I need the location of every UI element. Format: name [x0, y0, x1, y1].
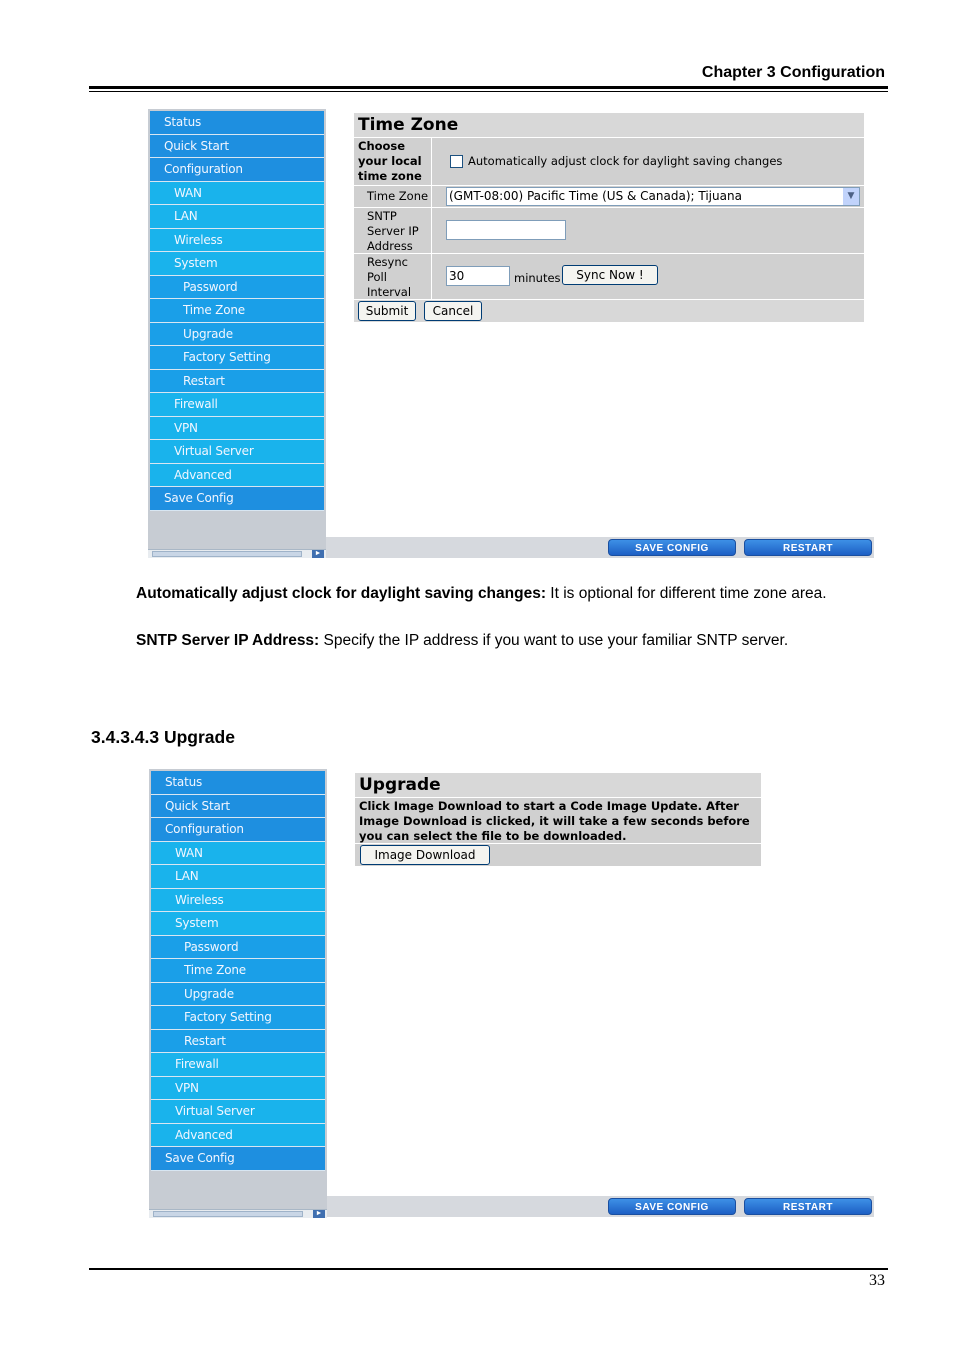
header-rule-thin [89, 91, 888, 92]
sntp-row [354, 207, 864, 253]
upgrade-instructions: Click Image Download to start a Code Image Update. After Image Download is clicked, it will take a few seconds before you can select the file to be downloaded. [359, 799, 750, 843]
resync-label: Resync Poll Interval [367, 255, 412, 299]
description-term: Automatically adjust clock for daylight saving changes: [136, 585, 546, 602]
sidebar-item-password[interactable]: Password [151, 936, 325, 960]
sidebar-item-status[interactable]: Status [151, 771, 325, 795]
sidebar [149, 769, 327, 1218]
choose-row [354, 137, 864, 185]
sidebar-item-virtual-server[interactable]: Virtual Server [150, 440, 324, 464]
sidebar-item-wan[interactable]: WAN [151, 842, 325, 866]
sidebar-item-configuration[interactable]: Configuration [150, 158, 324, 182]
page-title: Upgrade [359, 775, 441, 795]
description-term: SNTP Server IP Address: [136, 632, 320, 649]
sidebar-item-upgrade[interactable]: Upgrade [151, 983, 325, 1007]
submit-button[interactable]: Submit [358, 301, 416, 321]
sidebar-item-system[interactable]: System [151, 912, 325, 936]
timezone-select-value: (GMT-08:00) Pacific Time (US & Canada); Tijuana [449, 189, 742, 203]
page-number: 33 [869, 1272, 885, 1289]
upgrade-instructions-row [355, 797, 761, 843]
footer-rule [89, 1268, 888, 1270]
sidebar-item-lan[interactable]: LAN [151, 865, 325, 889]
description-text: Specify the IP address if you want to use your familiar SNTP server. [319, 632, 789, 649]
sidebar-item-quick-start[interactable]: Quick Start [151, 795, 325, 819]
sntp-label: SNTP Server IP Address [367, 209, 419, 253]
choose-label: Choose your local time zone [358, 139, 422, 183]
dst-checkbox-label: Automatically adjust clock for daylight saving changes [468, 154, 783, 168]
sidebar-item-upgrade[interactable]: Upgrade [150, 323, 324, 347]
restart-button[interactable]: RESTART [744, 539, 872, 556]
sidebar-item-advanced[interactable]: Advanced [150, 464, 324, 488]
resync-row [354, 253, 864, 299]
actions-row [354, 299, 864, 322]
sidebar-item-wireless[interactable]: Wireless [150, 229, 324, 253]
scrollbar-thumb[interactable] [153, 1211, 303, 1217]
restart-button[interactable]: RESTART [744, 1198, 872, 1215]
sidebar-item-factory-setting[interactable]: Factory Setting [150, 346, 324, 370]
save-config-button[interactable]: SAVE CONFIG [608, 539, 736, 556]
bottom-bar [327, 1196, 874, 1217]
description-dst [136, 585, 827, 603]
scrollbar-thumb[interactable] [152, 551, 302, 557]
sidebar-item-system[interactable]: System [150, 252, 324, 276]
chapter-header: Chapter 3 Configuration [701, 64, 885, 81]
sidebar-item-save-config[interactable]: Save Config [151, 1147, 325, 1171]
nav-menu [150, 111, 324, 511]
section-heading: 3.4.3.4.3 Upgrade [91, 727, 235, 747]
scroll-right-icon[interactable]: ► [313, 1210, 325, 1218]
timezone-select[interactable] [446, 187, 860, 206]
description-text: It is optional for different time zone area. [546, 585, 827, 602]
sidebar-item-vpn[interactable]: VPN [150, 417, 324, 441]
sidebar-item-save-config[interactable]: Save Config [150, 487, 324, 511]
upgrade-actions-row [355, 843, 761, 866]
sidebar-item-factory-setting[interactable]: Factory Setting [151, 1006, 325, 1030]
cancel-button[interactable]: Cancel [424, 301, 482, 321]
sidebar-item-password[interactable]: Password [150, 276, 324, 300]
header-rule [89, 86, 888, 89]
timezone-label: Time Zone [367, 189, 429, 203]
sidebar-item-time-zone[interactable]: Time Zone [150, 299, 324, 323]
timezone-screenshot [148, 109, 874, 558]
resync-unit: minutes [514, 271, 561, 285]
sidebar-item-wan[interactable]: WAN [150, 182, 324, 206]
upgrade-form [355, 773, 761, 866]
nav-menu [151, 771, 325, 1171]
sidebar-item-vpn[interactable]: VPN [151, 1077, 325, 1101]
sidebar [148, 109, 326, 558]
sidebar-item-status[interactable]: Status [150, 111, 324, 135]
sidebar-item-quick-start[interactable]: Quick Start [150, 135, 324, 159]
sidebar-item-restart[interactable]: Restart [151, 1030, 325, 1054]
bottom-bar [326, 537, 874, 558]
image-download-button[interactable]: Image Download [360, 845, 490, 865]
description-sntp [136, 632, 788, 650]
sidebar-item-firewall[interactable]: Firewall [151, 1053, 325, 1077]
sidebar-item-lan[interactable]: LAN [150, 205, 324, 229]
upgrade-screenshot [149, 769, 874, 1218]
sidebar-item-firewall[interactable]: Firewall [150, 393, 324, 417]
sidebar-item-time-zone[interactable]: Time Zone [151, 959, 325, 983]
timezone-row [354, 185, 864, 207]
dst-checkbox[interactable] [450, 155, 463, 168]
resync-interval-input[interactable]: 30 [446, 266, 510, 286]
chevron-down-icon[interactable]: ▼ [843, 188, 859, 205]
scroll-right-icon[interactable]: ► [312, 550, 324, 558]
horizontal-scrollbar[interactable] [148, 549, 326, 558]
sidebar-item-wireless[interactable]: Wireless [151, 889, 325, 913]
save-config-button[interactable]: SAVE CONFIG [608, 1198, 736, 1215]
horizontal-scrollbar[interactable] [149, 1209, 327, 1218]
sidebar-item-restart[interactable]: Restart [150, 370, 324, 394]
sidebar-item-advanced[interactable]: Advanced [151, 1124, 325, 1148]
page-title: Time Zone [358, 115, 459, 135]
sidebar-item-configuration[interactable]: Configuration [151, 818, 325, 842]
timezone-form [354, 113, 864, 322]
sync-now-button[interactable]: Sync Now ! [562, 265, 658, 285]
sntp-server-input[interactable] [446, 220, 566, 240]
sidebar-item-virtual-server[interactable]: Virtual Server [151, 1100, 325, 1124]
